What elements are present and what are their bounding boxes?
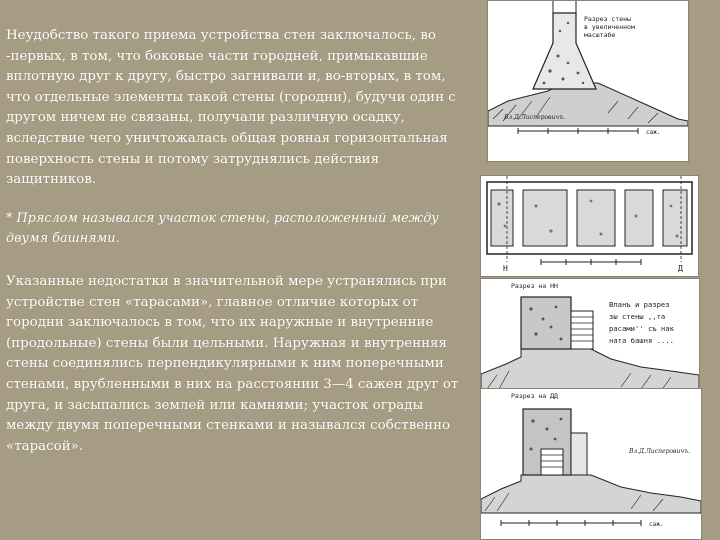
fig2-mark-right: Д bbox=[678, 264, 683, 273]
paragraph-gorodni-drawbacks: Неудобство такого приема устройства стен заключалось, во -первых, в том, что боковые части городней, примыкавшие вплотную друг к другу, быстро загнивали и, во-вторых, в том, что отдельные элементы такой стены (городни), будучи один с другом ничем не связаны, получали различную осадку, вследствие чего уничтожалась общая ровная горизонтальная поверхность стены и потому затруднялись действия защитников. bbox=[6, 28, 456, 188]
fig3-note-line2: зы стены ,,та bbox=[609, 312, 666, 321]
fig3-note-line3: расами'' съ нак bbox=[609, 324, 674, 333]
figure-tarasy-plan bbox=[480, 175, 699, 277]
figure-section-dd bbox=[480, 388, 702, 540]
fig3-note-line4: ната башня .... bbox=[609, 336, 674, 345]
fig3-top-label: Разрез на НН bbox=[511, 282, 558, 290]
figure-section-nn bbox=[480, 278, 700, 400]
fig1-label-line2: в увеличенном bbox=[584, 23, 635, 31]
fig1-scale-unit: саж. bbox=[646, 129, 661, 136]
fig4-top-label: Разрез на ДД bbox=[511, 392, 558, 400]
fig1-label-line1: Разрез стены bbox=[584, 15, 631, 23]
fig1-label-line3: масштабе bbox=[584, 31, 616, 39]
text-column bbox=[6, 26, 472, 457]
fig1-author: Вл.Д.Лисперовичъ. bbox=[504, 114, 566, 121]
fig2-mark-left: H bbox=[503, 264, 508, 273]
fig4-author: Вл.Д.Лисперовичъ. bbox=[629, 448, 691, 455]
paragraph-tarasy: Указанные недостатки в значительной мере устранялись при устройстве стен «тарасами», главное отличие которых от городни заключалось в том, что их наружные и внутренние (продольные) стены были цельными. Наружная и внутренняя стены соединялись перпендикулярными к ним поперечными стенами, врубленными в них на расстоянии 3—4 сажен друг от друга, и засыпались землей или камнями; участок ограды между двумя поперечными стенками и назывался собственно «тарасой». bbox=[6, 273, 459, 454]
figure-wall-section bbox=[487, 0, 689, 162]
footnote-praslo: * Пряслом назывался участок стены, расположенный между двумя башнями. bbox=[6, 210, 439, 247]
fig4-scale-unit: саж. bbox=[649, 521, 664, 528]
fig3-note-line1: Вланъ и разрез bbox=[609, 300, 670, 309]
